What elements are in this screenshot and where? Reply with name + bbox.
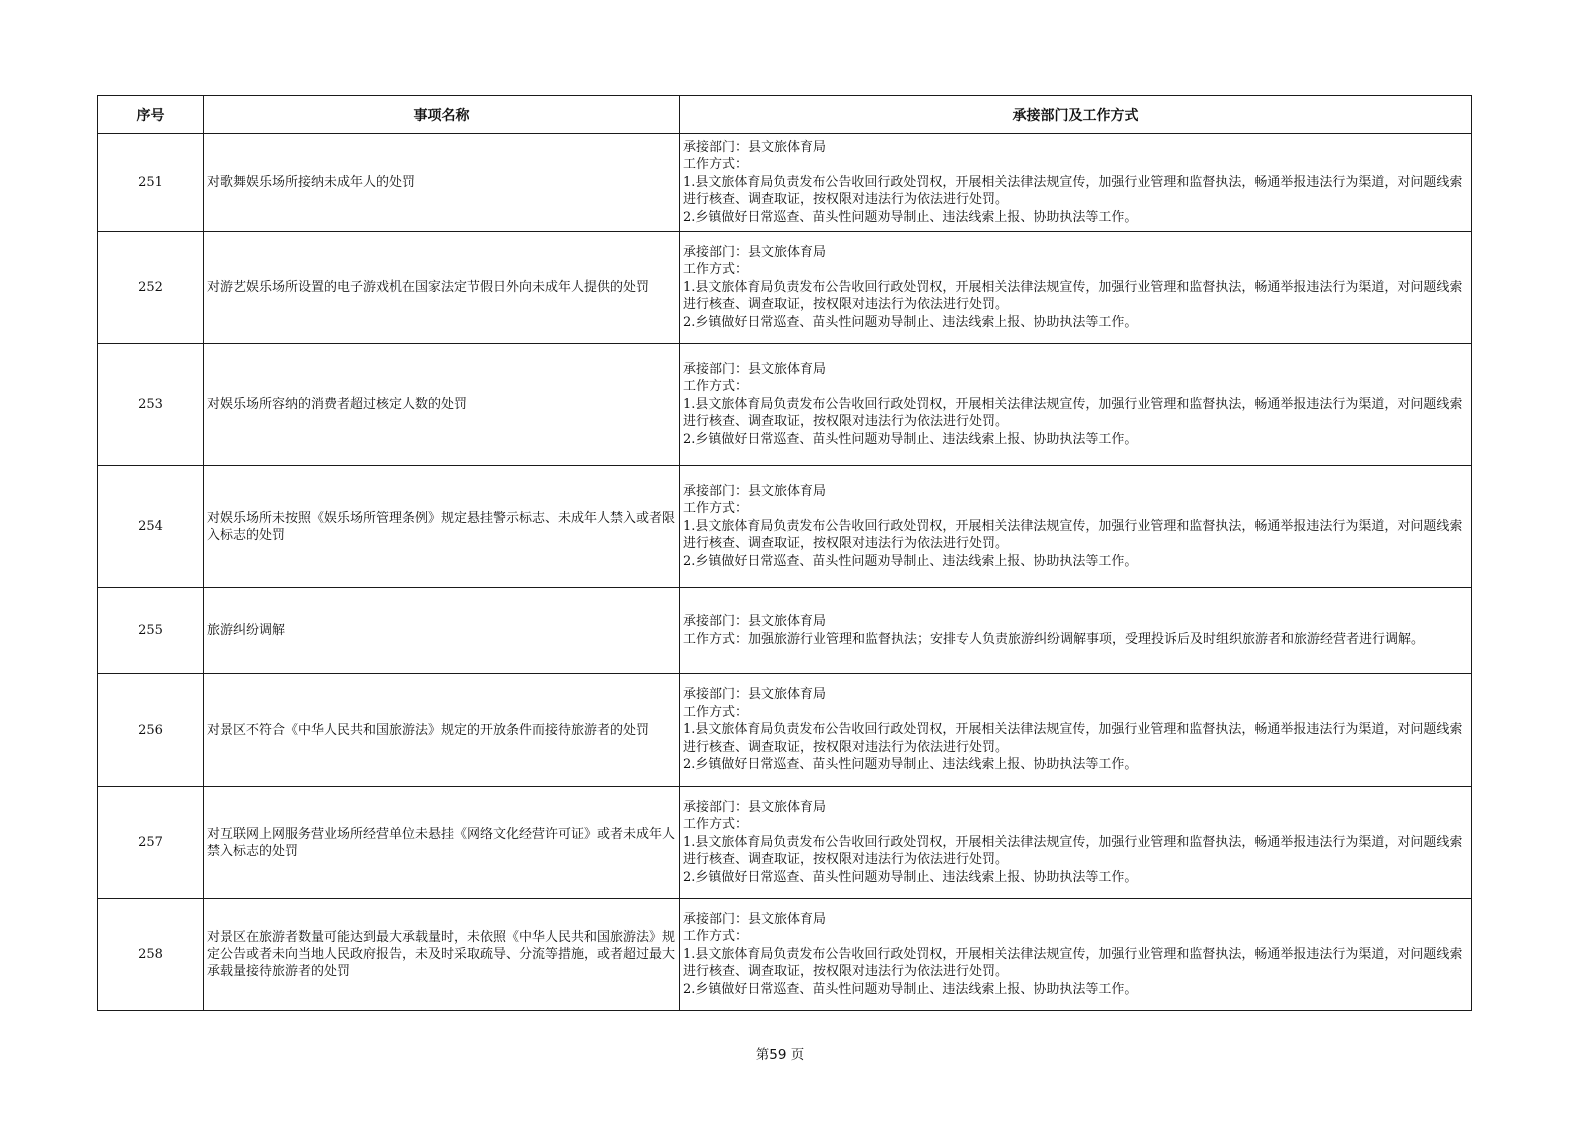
table-row — [98, 134, 1472, 232]
dept-line: 承接部门：县文旅体育局 — [683, 799, 827, 815]
dept-line: 2.乡镇做好日常巡查、苗头性问题劝导制止、违法线索上报、协助执法等工作。 — [683, 757, 1138, 773]
table-row — [98, 232, 1472, 344]
row-item-name: 对娱乐场所未按照《娱乐场所管理条例》规定悬挂警示标志、未成年人禁入或者限入标志的处罚 — [204, 466, 680, 588]
row-department-method — [680, 899, 1472, 1011]
dept-line: 2.乡镇做好日常巡查、苗头性问题劝导制止、违法线索上报、协助执法等工作。 — [683, 314, 1138, 330]
table-row — [98, 674, 1472, 787]
row-department-method — [680, 787, 1472, 899]
dept-line: 承接部门：县文旅体育局 — [683, 139, 827, 155]
row-item-name: 对游艺娱乐场所设置的电子游戏机在国家法定节假日外向未成年人提供的处罚 — [204, 232, 680, 344]
table-row — [98, 588, 1472, 674]
header-serial-number: 序号 — [98, 96, 204, 134]
dept-line: 承接部门：县文旅体育局 — [683, 911, 827, 927]
dept-line: 承接部门：县文旅体育局 — [683, 687, 827, 703]
dept-line: 2.乡镇做好日常巡查、苗头性问题劝导制止、违法线索上报、协助执法等工作。 — [683, 553, 1138, 569]
dept-line: 2.乡镇做好日常巡查、苗头性问题劝导制止、违法线索上报、协助执法等工作。 — [683, 981, 1138, 997]
dept-line: 承接部门：县文旅体育局 — [683, 483, 827, 499]
dept-line: 1.县文旅体育局负责发布公告收回行政处罚权，开展相关法律法规宣传，加强行业管理和监督执法，畅通举报违法行为渠道，对问题线索进行核查、调查取证，按权限对违法行为依法进行处罚。 — [683, 174, 1463, 208]
row-serial-number: 256 — [98, 674, 204, 787]
row-department-method — [680, 134, 1472, 232]
row-department-method — [680, 588, 1472, 674]
row-serial-number: 252 — [98, 232, 204, 344]
matters-table — [97, 95, 1472, 1011]
dept-line: 2.乡镇做好日常巡查、苗头性问题劝导制止、违法线索上报、协助执法等工作。 — [683, 209, 1138, 225]
dept-line: 1.县文旅体育局负责发布公告收回行政处罚权，开展相关法律法规宣传，加强行业管理和监督执法，畅通举报违法行为渠道，对问题线索进行核查、调查取证，按权限对违法行为依法进行处罚。 — [683, 722, 1463, 755]
dept-line: 工作方式： — [683, 262, 749, 278]
row-item-name: 对景区在旅游者数量可能达到最大承载量时，未依照《中华人民共和国旅游法》规定公告或者未向当地人民政府报告，未及时采取疏导、分流等措施，或者超过最大承载量接待旅游者的处罚 — [204, 899, 680, 1011]
dept-line: 1.县文旅体育局负责发布公告收回行政处罚权，开展相关法律法规宣传，加强行业管理和监督执法，畅通举报违法行为渠道，对问题线索进行核查、调查取证，按权限对违法行为依法进行处罚。 — [683, 946, 1463, 980]
dept-line: 1.县文旅体育局负责发布公告收回行政处罚权，开展相关法律法规宣传，加强行业管理和监督执法，畅通举报违法行为渠道，对问题线索进行核查、调查取证，按权限对违法行为依法进行处罚。 — [683, 834, 1463, 868]
dept-line: 承接部门：县文旅体育局 — [683, 361, 827, 377]
dept-line: 2.乡镇做好日常巡查、苗头性问题劝导制止、违法线索上报、协助执法等工作。 — [683, 869, 1138, 885]
dept-line: 工作方式： — [683, 704, 749, 720]
dept-line: 工作方式： — [683, 501, 749, 517]
dept-line: 工作方式： — [683, 379, 749, 395]
table-row — [98, 899, 1472, 1011]
table-row — [98, 466, 1472, 588]
row-item-name: 对娱乐场所容纳的消费者超过核定人数的处罚 — [204, 344, 680, 466]
header-department-method: 承接部门及工作方式 — [680, 96, 1472, 134]
dept-line: 1.县文旅体育局负责发布公告收回行政处罚权，开展相关法律法规宣传，加强行业管理和监督执法，畅通举报违法行为渠道，对问题线索进行核查、调查取证，按权限对违法行为依法进行处罚。 — [683, 518, 1463, 552]
table-row — [98, 787, 1472, 899]
row-department-method — [680, 466, 1472, 588]
dept-line: 工作方式： — [683, 929, 749, 945]
row-item-name: 对互联网上网服务营业场所经营单位未悬挂《网络文化经营许可证》或者未成年人禁入标志的处罚 — [204, 787, 680, 899]
dept-line: 承接部门：县文旅体育局 — [683, 614, 827, 629]
header-item-name: 事项名称 — [204, 96, 680, 134]
page-number: 第59 页 — [755, 1047, 805, 1063]
row-item-name: 对歌舞娱乐场所接纳未成年人的处罚 — [204, 134, 680, 232]
table-row — [98, 344, 1472, 466]
row-serial-number: 257 — [98, 787, 204, 899]
dept-line: 承接部门：县文旅体育局 — [683, 244, 827, 260]
row-serial-number: 254 — [98, 466, 204, 588]
dept-line: 2.乡镇做好日常巡查、苗头性问题劝导制止、违法线索上报、协助执法等工作。 — [683, 431, 1138, 447]
row-serial-number: 258 — [98, 899, 204, 1011]
dept-line: 1.县文旅体育局负责发布公告收回行政处罚权，开展相关法律法规宣传，加强行业管理和监督执法，畅通举报违法行为渠道，对问题线索进行核查、调查取证，按权限对违法行为依法进行处罚。 — [683, 396, 1463, 430]
table-header-row — [98, 96, 1472, 134]
row-item-name: 旅游纠纷调解 — [204, 588, 680, 674]
row-serial-number: 255 — [98, 588, 204, 674]
dept-line: 工作方式： — [683, 157, 749, 173]
dept-line: 工作方式： — [683, 817, 749, 833]
row-serial-number: 251 — [98, 134, 204, 232]
row-serial-number: 253 — [98, 344, 204, 466]
row-department-method — [680, 674, 1472, 787]
dept-line: 工作方式：加强旅游行业管理和监督执法；安排专人负责旅游纠纷调解事项，受理投诉后及时组织旅游者和旅游经营者进行调解。 — [683, 631, 1425, 647]
row-department-method — [680, 344, 1472, 466]
row-department-method — [680, 232, 1472, 344]
dept-line: 1.县文旅体育局负责发布公告收回行政处罚权，开展相关法律法规宣传，加强行业管理和监督执法，畅通举报违法行为渠道，对问题线索进行核查、调查取证，按权限对违法行为依法进行处罚。 — [683, 279, 1463, 313]
row-item-name: 对景区不符合《中华人民共和国旅游法》规定的开放条件而接待旅游者的处罚 — [204, 674, 680, 787]
